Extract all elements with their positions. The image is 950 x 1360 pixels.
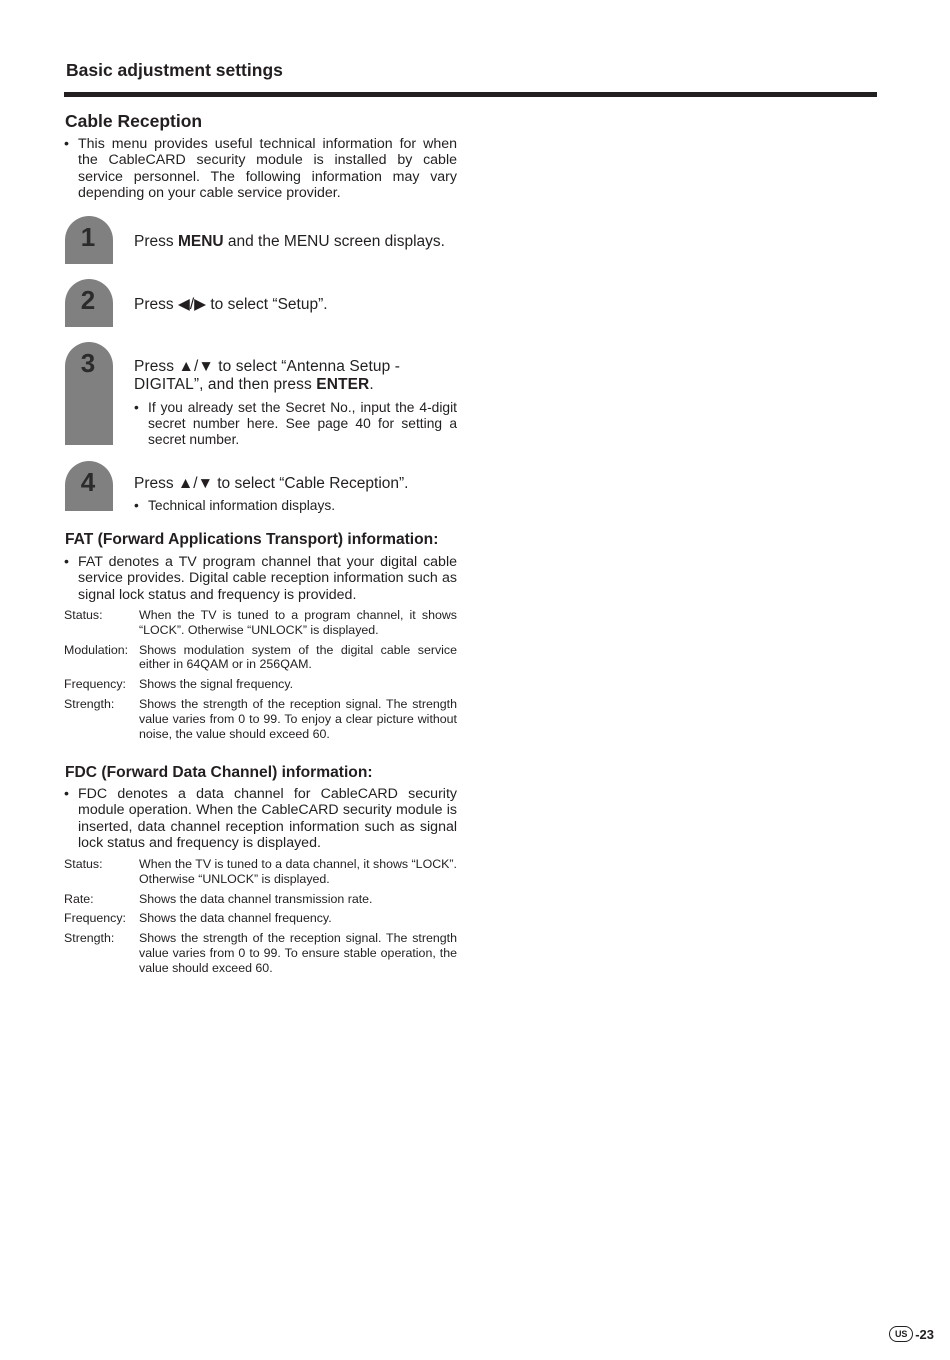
step-number: 1: [80, 222, 96, 252]
definition-desc: Shows the strength of the reception signal. The strength value varies from 0 to 99. To enjoy a clear picture without noise, the value should exceed 60.: [139, 696, 457, 741]
definition-desc: Shows the signal frequency.: [139, 677, 294, 692]
region-badge: US: [889, 1326, 913, 1342]
definition-term: Status:: [64, 608, 103, 622]
definition-row: [64, 892, 457, 907]
definition-desc: Shows the data channel transmission rate.: [139, 891, 373, 906]
definition-term: Frequency:: [64, 677, 126, 692]
bullet-dot: •: [64, 554, 69, 570]
step-1-text-pre: Press: [134, 233, 178, 250]
step-3-text-pre: Press ▲/▼ to select “Antenna Setup - DIGITAL”, and then press: [134, 358, 401, 393]
step-4-text: Press ▲/▼ to select “Cable Reception”.: [134, 475, 409, 492]
step-3-badge: [65, 342, 113, 445]
definition-term: Status:: [64, 857, 103, 871]
page-header-title: Basic adjustment settings: [66, 60, 283, 80]
definition-desc: When the TV is tuned to a program channel, it shows “LOCK”. Otherwise “UNLOCK” is displayed.: [139, 608, 457, 637]
definition-desc: Shows the strength of the reception signal. The strength value varies from 0 to 99. To ensure stable operation, the value should exceed 60.: [139, 931, 457, 975]
step-2-text: Press ◀/▶ to select “Setup”.: [134, 296, 328, 313]
bullet-dot: •: [64, 136, 69, 152]
step-3-text-post: .: [369, 376, 374, 393]
step-3-note: [134, 400, 457, 449]
step-3-key: ENTER: [316, 376, 370, 393]
fat-heading: FAT (Forward Applications Transport) information:: [65, 531, 439, 548]
definition-term: Rate:: [64, 891, 94, 906]
step-2-badge: [65, 279, 113, 327]
definition-row: [64, 857, 457, 887]
header-divider: [64, 92, 877, 97]
fdc-intro-text: FDC denotes a data channel for CableCARD security module operation. When the CableCARD security module is inserted, data channel reception information such as signal lock status and frequency is displayed.: [78, 786, 457, 852]
page-number-text: -23: [915, 1326, 934, 1342]
definition-row: [64, 697, 457, 741]
section-title: Cable Reception: [65, 111, 203, 131]
step-4-note-text: Technical information displays.: [148, 498, 336, 513]
definition-term: Strength:: [64, 696, 115, 711]
definition-row: [64, 643, 457, 673]
step-1-key: MENU: [177, 233, 224, 250]
step-1-badge: [65, 216, 113, 264]
page-number: [889, 1326, 934, 1342]
fdc-definition-list: [64, 857, 457, 981]
fat-intro-bullet: [64, 554, 457, 603]
bullet-dot: •: [134, 400, 139, 415]
step-3-text: [134, 358, 457, 394]
fdc-intro-bullet: [64, 786, 457, 852]
definition-term: Modulation:: [64, 642, 129, 657]
definition-desc: Shows the data channel frequency.: [139, 911, 332, 926]
intro-bullet: [64, 136, 457, 202]
step-number: 3: [80, 348, 96, 378]
definition-row: [64, 911, 457, 926]
definition-term: Frequency:: [64, 911, 126, 926]
fdc-heading: FDC (Forward Data Channel) information:: [65, 764, 373, 781]
definition-desc: When the TV is tuned to a data channel, it shows “LOCK”. Otherwise “UNLOCK” is displayed.: [139, 857, 457, 886]
step-number: 2: [80, 285, 96, 315]
definition-row: [64, 677, 457, 692]
step-4-badge: [65, 461, 113, 511]
step-4-note: [134, 498, 457, 514]
step-1-text-post: and the MENU screen displays.: [223, 233, 445, 250]
definition-row: [64, 608, 457, 638]
fat-definition-list: [64, 608, 457, 746]
definition-term: Strength:: [64, 931, 115, 946]
definition-row: [64, 931, 457, 975]
definition-desc: Shows modulation system of the digital cable service either in 64QAM or in 256QAM.: [139, 642, 457, 672]
step-3-note-text: If you already set the Secret No., input the 4-digit secret number here. See page 40 for setting a secret number.: [148, 400, 457, 448]
fat-intro-text: FAT denotes a TV program channel that your digital cable service provides. Digital cable reception information such as signal lock status and frequency is provided.: [78, 554, 457, 603]
step-number: 4: [80, 467, 96, 497]
bullet-dot: •: [64, 786, 69, 802]
bullet-dot: •: [134, 498, 139, 513]
step-1-text: [134, 233, 457, 251]
intro-text: This menu provides useful technical information for when the CableCARD security module is installed by cable service personnel. The following information may vary depending on your cable service provider.: [78, 136, 457, 202]
